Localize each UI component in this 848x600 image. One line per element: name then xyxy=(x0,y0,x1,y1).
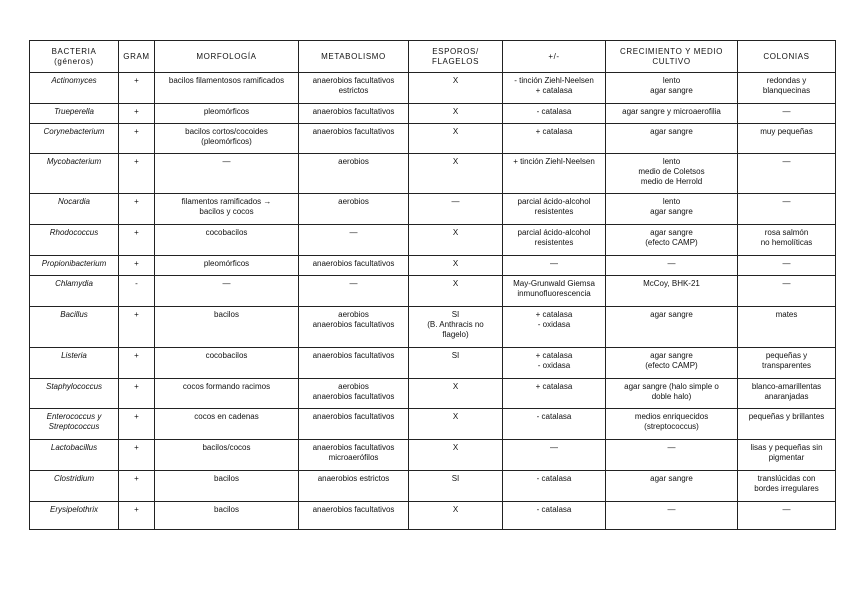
colonias-cell: translúcidas con bordes irregulares xyxy=(738,471,836,502)
gram-cell: + xyxy=(119,256,155,276)
table-row xyxy=(30,256,836,276)
tests-cell: parcial ácido-alcohol resistentes xyxy=(503,194,606,225)
tests-cell: parcial ácido-alcohol resistentes xyxy=(503,225,606,256)
metabolismo-cell: anaerobios facultativos xyxy=(299,256,409,276)
morfologia-cell: — xyxy=(155,154,299,194)
genus-cell: Enterococcus y Streptococcus xyxy=(30,409,119,440)
esporos-cell: X xyxy=(409,225,503,256)
header-bacteria: BACTERIA (géneros) xyxy=(30,41,119,73)
morfologia-cell: cocos en cadenas xyxy=(155,409,299,440)
gram-cell: + xyxy=(119,194,155,225)
table-row xyxy=(30,73,836,104)
tests-cell: - catalasa xyxy=(503,471,606,502)
gram-cell: + xyxy=(119,124,155,154)
metabolismo-cell: anaerobios facultativos estrictos xyxy=(299,73,409,104)
genus-cell: Staphylococcus xyxy=(30,379,119,409)
morfologia-cell: cocobacilos xyxy=(155,348,299,379)
metabolismo-cell: anaerobios facultativos xyxy=(299,348,409,379)
tests-cell: — xyxy=(503,440,606,471)
colonias-cell: pequeñas y brillantes xyxy=(738,409,836,440)
morfologia-cell: bacilos xyxy=(155,471,299,502)
metabolismo-cell: anaerobios facultativos xyxy=(299,124,409,154)
tests-cell: - catalasa xyxy=(503,502,606,530)
metabolismo-cell: anaerobios estrictos xyxy=(299,471,409,502)
esporos-cell: X xyxy=(409,256,503,276)
gram-cell: + xyxy=(119,440,155,471)
gram-cell: - xyxy=(119,276,155,307)
genus-cell: Trueperella xyxy=(30,104,119,124)
esporos-cell: SI xyxy=(409,348,503,379)
crecimiento-cell: agar sangre (halo simple o doble halo) xyxy=(606,379,738,409)
morfologia-cell: cocobacilos xyxy=(155,225,299,256)
colonias-cell: — xyxy=(738,154,836,194)
gram-cell: + xyxy=(119,73,155,104)
tests-cell: + catalasa - oxidasa xyxy=(503,348,606,379)
colonias-cell: pequeñas y transparentes xyxy=(738,348,836,379)
colonias-cell: lisas y pequeñas sin pigmentar xyxy=(738,440,836,471)
crecimiento-cell: — xyxy=(606,440,738,471)
metabolismo-cell: — xyxy=(299,225,409,256)
colonias-cell: mates xyxy=(738,307,836,348)
metabolismo-cell: aerobios xyxy=(299,194,409,225)
esporos-cell: X xyxy=(409,379,503,409)
tests-cell: - catalasa xyxy=(503,409,606,440)
crecimiento-cell: agar sangre (efecto CAMP) xyxy=(606,225,738,256)
colonias-cell: — xyxy=(738,276,836,307)
table-row xyxy=(30,502,836,530)
genus-cell: Erysipelothrix xyxy=(30,502,119,530)
gram-cell: + xyxy=(119,379,155,409)
metabolismo-cell: aerobios anaerobios facultativos xyxy=(299,379,409,409)
metabolismo-cell: anaerobios facultativos xyxy=(299,502,409,530)
genus-cell: Chlamydia xyxy=(30,276,119,307)
esporos-cell: X xyxy=(409,73,503,104)
esporos-cell: X xyxy=(409,154,503,194)
crecimiento-cell: — xyxy=(606,502,738,530)
metabolismo-cell: — xyxy=(299,276,409,307)
header-row xyxy=(30,41,836,73)
bacteria-table xyxy=(29,40,836,530)
genus-cell: Listeria xyxy=(30,348,119,379)
table-row xyxy=(30,225,836,256)
colonias-cell: redondas y blanquecinas xyxy=(738,73,836,104)
gram-cell: + xyxy=(119,307,155,348)
genus-cell: Rhodococcus xyxy=(30,225,119,256)
colonias-cell: — xyxy=(738,502,836,530)
gram-cell: + xyxy=(119,348,155,379)
table-row xyxy=(30,194,836,225)
tests-cell: + catalasa xyxy=(503,379,606,409)
esporos-cell: X xyxy=(409,502,503,530)
table-row xyxy=(30,471,836,502)
colonias-cell: muy pequeñas xyxy=(738,124,836,154)
crecimiento-cell: medios enriquecidos (streptococcus) xyxy=(606,409,738,440)
genus-cell: Nocardia xyxy=(30,194,119,225)
tests-cell: + catalasa - oxidasa xyxy=(503,307,606,348)
morfologia-cell: bacilos filamentosos ramificados xyxy=(155,73,299,104)
metabolismo-cell: aerobios anaerobios facultativos xyxy=(299,307,409,348)
morfologia-cell: bacilos xyxy=(155,307,299,348)
colonias-cell: — xyxy=(738,104,836,124)
morfologia-cell: pleomórficos xyxy=(155,104,299,124)
colonias-cell: — xyxy=(738,256,836,276)
morfologia-cell: filamentos ramificados → bacilos y cocos xyxy=(155,194,299,225)
esporos-cell: — xyxy=(409,194,503,225)
genus-cell: Corynebacterium xyxy=(30,124,119,154)
table-row xyxy=(30,348,836,379)
genus-cell: Actinomyces xyxy=(30,73,119,104)
morfologia-cell: cocos formando racimos xyxy=(155,379,299,409)
table-row xyxy=(30,409,836,440)
crecimiento-cell: lento agar sangre xyxy=(606,194,738,225)
tests-cell: - tinción Ziehl-Neelsen + catalasa xyxy=(503,73,606,104)
colonias-cell: rosa salmón no hemolíticas xyxy=(738,225,836,256)
header-esporos-flagelos: ESPOROS/ FLAGELOS xyxy=(409,41,503,73)
metabolismo-cell: anaerobios facultativos xyxy=(299,104,409,124)
esporos-cell: X xyxy=(409,104,503,124)
morfologia-cell: pleomórficos xyxy=(155,256,299,276)
genus-cell: Bacillus xyxy=(30,307,119,348)
tests-cell: + tinción Ziehl-Neelsen xyxy=(503,154,606,194)
esporos-cell: X xyxy=(409,276,503,307)
gram-cell: + xyxy=(119,409,155,440)
crecimiento-cell: agar sangre (efecto CAMP) xyxy=(606,348,738,379)
crecimiento-cell: agar sangre y microaerofilia xyxy=(606,104,738,124)
morfologia-cell: bacilos xyxy=(155,502,299,530)
esporos-cell: X xyxy=(409,440,503,471)
gram-cell: + xyxy=(119,154,155,194)
genus-cell: Lactobacillus xyxy=(30,440,119,471)
table-row xyxy=(30,124,836,154)
crecimiento-cell: lento agar sangre xyxy=(606,73,738,104)
esporos-cell: X xyxy=(409,124,503,154)
genus-cell: Propionibacterium xyxy=(30,256,119,276)
header-metabolismo: METABOLISMO xyxy=(299,41,409,73)
tests-cell: — xyxy=(503,256,606,276)
morfologia-cell: bacilos/cocos xyxy=(155,440,299,471)
gram-cell: + xyxy=(119,471,155,502)
genus-cell: Mycobacterium xyxy=(30,154,119,194)
header-plus-minus: +/- xyxy=(503,41,606,73)
tests-cell: - catalasa xyxy=(503,104,606,124)
table-row xyxy=(30,379,836,409)
header-colonias: COLONIAS xyxy=(738,41,836,73)
crecimiento-cell: agar sangre xyxy=(606,124,738,154)
crecimiento-cell: agar sangre xyxy=(606,307,738,348)
esporos-cell: X xyxy=(409,409,503,440)
crecimiento-cell: — xyxy=(606,256,738,276)
tests-cell: + catalasa xyxy=(503,124,606,154)
header-crecimiento: CRECIMIENTO Y MEDIO CULTIVO xyxy=(606,41,738,73)
gram-cell: + xyxy=(119,225,155,256)
metabolismo-cell: anaerobios facultativos microaerófilos xyxy=(299,440,409,471)
morfologia-cell: — xyxy=(155,276,299,307)
colonias-cell: blanco-amarillentas anaranjadas xyxy=(738,379,836,409)
table-row xyxy=(30,307,836,348)
genus-cell: Clostridium xyxy=(30,471,119,502)
table-row xyxy=(30,104,836,124)
crecimiento-cell: agar sangre xyxy=(606,471,738,502)
table-row xyxy=(30,276,836,307)
crecimiento-cell: McCoy, BHK-21 xyxy=(606,276,738,307)
header-morfologia: MORFOLOGÍA xyxy=(155,41,299,73)
table-row xyxy=(30,154,836,194)
colonias-cell: — xyxy=(738,194,836,225)
gram-cell: + xyxy=(119,104,155,124)
esporos-cell: SI xyxy=(409,471,503,502)
table-row xyxy=(30,440,836,471)
metabolismo-cell: anaerobios facultativos xyxy=(299,409,409,440)
header-gram: GRAM xyxy=(119,41,155,73)
morfologia-cell: bacilos cortos/cocoides (pleomórficos) xyxy=(155,124,299,154)
esporos-cell: SI (B. Anthracis no flagelo) xyxy=(409,307,503,348)
gram-cell: + xyxy=(119,502,155,530)
metabolismo-cell: aerobios xyxy=(299,154,409,194)
tests-cell: May-Grunwald Giemsa inmunofluorescencia xyxy=(503,276,606,307)
crecimiento-cell: lento medio de Coletsos medio de Herrold xyxy=(606,154,738,194)
